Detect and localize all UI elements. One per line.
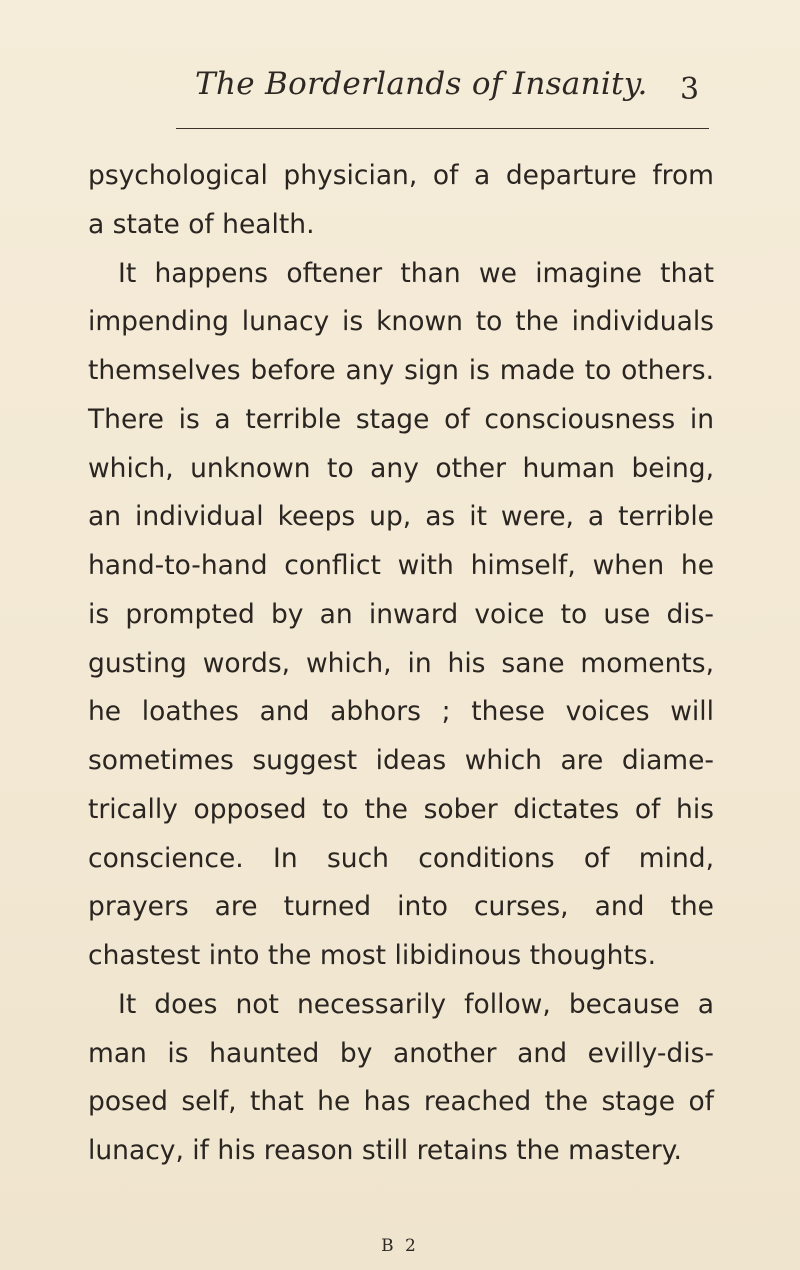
running-title: The Borderlands of Insanity. (195, 66, 648, 102)
body-text (88, 152, 714, 1176)
text-line: psychological physician, of a departure from (88, 160, 714, 191)
text-line: man is haunted by another and evilly-dis- (88, 1037, 714, 1069)
text-line: It does not necessarily follow, because a (118, 988, 714, 1020)
text-line: an individual keeps up, as it were, a terrible (88, 501, 714, 533)
text-line: which, unknown to any other human being, (88, 452, 714, 484)
text-line: lunacy, if his reason still retains the mastery. (88, 1135, 682, 1166)
text-line: is prompted by an inward voice to use dis- (88, 598, 714, 630)
text-line: prayers are turned into curses, and the (88, 891, 714, 923)
page-number: 3 (680, 72, 700, 107)
text-line: themselves before any sign is made to others. (88, 355, 714, 386)
text-line: posed self, that he has reached the stage of (88, 1086, 714, 1118)
text-line: conscience. In such conditions of mind, (88, 842, 714, 874)
signature-mark: B 2 (381, 1236, 419, 1256)
text-line: a state of health. (88, 208, 315, 240)
text-line: impending lunacy is known to the individuals (88, 306, 714, 338)
text-line: It happens oftener than we imagine that (118, 257, 714, 289)
header-rule (176, 128, 709, 129)
text-line: hand-to-hand conflict with himself, when he (88, 550, 714, 581)
text-line: he loathes and abhors ; these voices will (88, 696, 714, 728)
page-header (0, 66, 800, 110)
text-line: There is a terrible stage of consciousness in (88, 403, 714, 435)
text-line: sometimes suggest ideas which are diame- (88, 745, 714, 776)
text-line: gusting words, which, in his sane moments, (88, 647, 714, 679)
text-line: trically opposed to the sober dictates of his (88, 793, 714, 825)
text-line: chastest into the most libidinous thoughts. (88, 940, 657, 971)
